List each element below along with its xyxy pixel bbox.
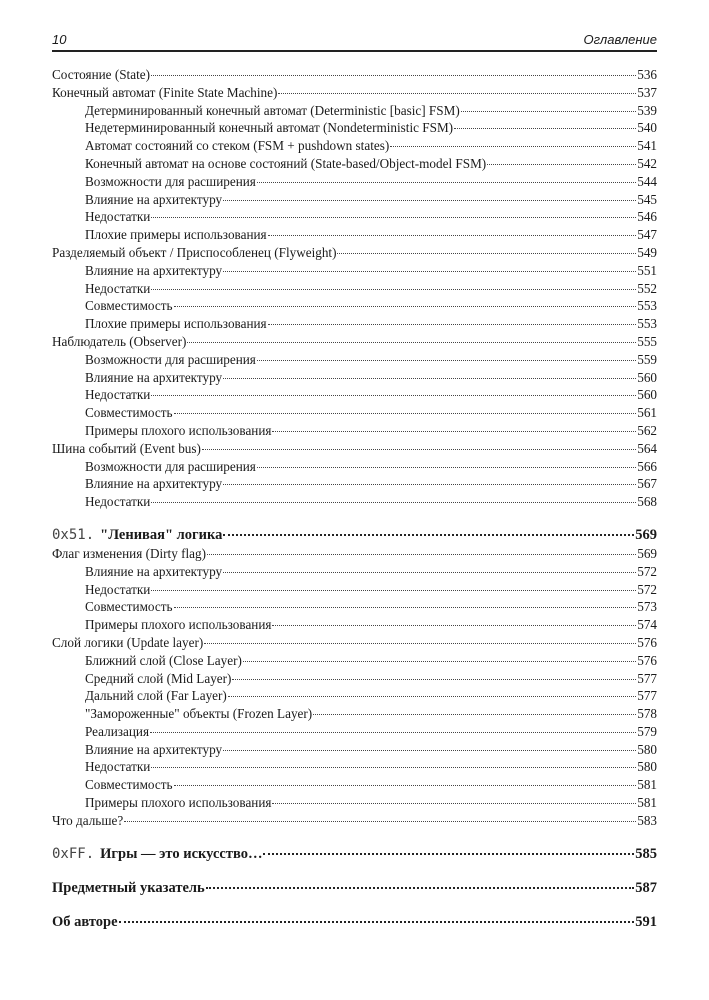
entry-page-number: 545 — [637, 191, 657, 207]
entry-page-number: 553 — [637, 298, 657, 314]
toc-subentry[interactable] — [52, 616, 657, 634]
entry-title: Конечный автомат на основе состояний (State-based/Object-model FSM) — [85, 155, 487, 171]
toc-subentry[interactable] — [52, 369, 657, 387]
entry-page-number: 577 — [637, 670, 657, 686]
dot-leader — [174, 413, 637, 414]
toc-entry[interactable] — [52, 440, 657, 458]
entry-page-number: 552 — [637, 280, 657, 296]
entry-title: Дальний слой (Far Layer) — [85, 688, 227, 704]
chapter-code: 0x51. — [52, 526, 95, 543]
dot-leader — [174, 785, 637, 786]
toc-subentry[interactable] — [52, 208, 657, 226]
toc-subentry[interactable] — [52, 794, 657, 812]
entry-title: Возможности для расширения — [85, 173, 256, 189]
entry-page-number: 583 — [637, 812, 657, 828]
entry-title: Влияние на архитектуру — [85, 191, 223, 207]
dot-leader — [263, 853, 634, 855]
entry-title: Предметный указатель — [52, 879, 205, 896]
dot-leader — [174, 306, 637, 307]
entry-title: Совместимость — [85, 298, 173, 314]
toc-subentry[interactable] — [52, 386, 657, 404]
dot-leader — [278, 93, 636, 94]
entry-page-number: 537 — [637, 84, 657, 100]
entry-title: Игры — это искусство… — [100, 845, 263, 862]
dot-leader — [232, 679, 636, 680]
entry-page-number: 587 — [635, 879, 657, 896]
dot-leader — [174, 607, 637, 608]
entry-title: Недостатки — [85, 209, 151, 225]
dot-leader — [243, 661, 636, 662]
toc-subentry[interactable] — [52, 458, 657, 476]
dot-leader — [461, 111, 637, 112]
toc-subentry[interactable] — [52, 741, 657, 759]
toc-subentry[interactable] — [52, 475, 657, 493]
entry-title: Возможности для расширения — [85, 458, 256, 474]
dot-leader — [223, 534, 634, 536]
entry-page-number: 546 — [637, 209, 657, 225]
entry-page-number: 541 — [637, 138, 657, 154]
entry-page-number: 549 — [637, 244, 657, 260]
entry-title: Шина событий (Event bus) — [52, 440, 201, 456]
entry-page-number: 572 — [637, 581, 657, 597]
entry-title: "Ленивая" логика — [100, 526, 223, 543]
entry-page-number: 566 — [637, 458, 657, 474]
dot-leader — [151, 217, 636, 218]
toc-subentry[interactable] — [52, 315, 657, 333]
dot-leader — [257, 360, 636, 361]
dot-leader — [272, 803, 636, 804]
toc-subentry[interactable] — [52, 351, 657, 369]
entry-title: Плохие примеры использования — [85, 316, 267, 332]
dot-leader — [272, 625, 636, 626]
toc-subentry[interactable] — [52, 102, 657, 120]
toc-backmatter[interactable] — [52, 878, 657, 898]
dot-leader — [124, 821, 636, 822]
chapter-code: 0xFF. — [52, 845, 95, 862]
table-of-contents — [52, 66, 657, 932]
entry-page-number: 564 — [637, 440, 657, 456]
dot-leader — [268, 235, 637, 236]
entry-title: Примеры плохого использования — [85, 795, 272, 811]
entry-page-number: 576 — [637, 652, 657, 668]
toc-subentry[interactable] — [52, 493, 657, 511]
entry-page-number: 539 — [637, 102, 657, 118]
dot-leader — [223, 750, 636, 751]
dot-leader — [268, 324, 637, 325]
entry-page-number: 569 — [637, 545, 657, 561]
dot-leader — [151, 289, 636, 290]
toc-subentry[interactable] — [52, 262, 657, 280]
dot-leader — [272, 431, 636, 432]
entry-page-number: 542 — [637, 155, 657, 171]
entry-page-number: 560 — [637, 369, 657, 385]
entry-page-number: 574 — [637, 617, 657, 633]
entry-title: Влияние на архитектуру — [85, 262, 223, 278]
entry-page-number: 581 — [637, 777, 657, 793]
entry-page-number: 579 — [637, 723, 657, 739]
dot-leader — [223, 378, 636, 379]
entry-page-number: 585 — [635, 845, 657, 862]
entry-title: Флаг изменения (Dirty flag) — [52, 545, 206, 561]
entry-page-number: 540 — [637, 120, 657, 136]
toc-entry[interactable] — [52, 634, 657, 652]
dot-leader — [223, 572, 636, 573]
entry-page-number: 561 — [637, 405, 657, 421]
toc-subentry[interactable] — [52, 404, 657, 422]
toc-subentry[interactable] — [52, 191, 657, 209]
dot-leader — [150, 732, 636, 733]
entry-title: Влияние на архитектуру — [85, 369, 223, 385]
toc-subentry[interactable] — [52, 563, 657, 581]
dot-leader — [151, 590, 636, 591]
toc-subentry[interactable] — [52, 173, 657, 191]
entry-title: Недостатки — [85, 387, 151, 403]
dot-leader — [313, 714, 636, 715]
entry-page-number: 551 — [637, 262, 657, 278]
dot-leader — [206, 887, 635, 889]
entry-title: Об авторе — [52, 913, 118, 930]
toc-subentry[interactable] — [52, 723, 657, 741]
entry-title: Наблюдатель (Observer) — [52, 333, 187, 349]
toc-subentry[interactable] — [52, 758, 657, 776]
entry-title: Совместимость — [85, 777, 173, 793]
entry-page-number: 567 — [637, 476, 657, 492]
entry-title: Примеры плохого использования — [85, 422, 272, 438]
toc-entry[interactable] — [52, 84, 657, 102]
toc-entry[interactable] — [52, 66, 657, 84]
toc-subentry[interactable] — [52, 581, 657, 599]
dot-leader — [151, 395, 636, 396]
entry-title: Примеры плохого использования — [85, 617, 272, 633]
entry-page-number: 555 — [637, 333, 657, 349]
entry-page-number: 560 — [637, 387, 657, 403]
entry-page-number: 547 — [637, 227, 657, 243]
entry-title: Недетерминированный конечный автомат (Nondeterministic FSM) — [85, 120, 454, 136]
dot-leader — [390, 146, 636, 147]
entry-page-number: 576 — [637, 634, 657, 650]
entry-page-number: 591 — [635, 913, 657, 930]
dot-leader — [223, 271, 636, 272]
entry-title: Недостатки — [85, 280, 151, 296]
entry-title: Ближний слой (Close Layer) — [85, 652, 242, 668]
toc-entry[interactable] — [52, 812, 657, 830]
entry-title: Слой логики (Update layer) — [52, 634, 204, 650]
entry-title: Влияние на архитектуру — [85, 476, 223, 492]
toc-subentry[interactable] — [52, 652, 657, 670]
entry-page-number: 562 — [637, 422, 657, 438]
entry-page-number: 536 — [637, 67, 657, 82]
entry-title: "Замороженные" объекты (Frozen Layer) — [85, 706, 313, 722]
entry-page-number: 559 — [637, 351, 657, 367]
running-header — [52, 30, 657, 52]
toc-subentry[interactable] — [52, 119, 657, 137]
entry-page-number: 577 — [637, 688, 657, 704]
dot-leader — [487, 164, 636, 165]
dot-leader — [151, 75, 636, 76]
dot-leader — [151, 767, 636, 768]
toc-subentry[interactable] — [52, 297, 657, 315]
entry-title: Влияние на архитектуру — [85, 563, 223, 579]
entry-title: Недостатки — [85, 759, 151, 775]
entry-page-number: 573 — [637, 599, 657, 615]
dot-leader — [257, 467, 636, 468]
entry-title: Средний слой (Mid Layer) — [85, 670, 232, 686]
entry-title: Реализация — [85, 723, 150, 739]
toc-subentry[interactable] — [52, 670, 657, 688]
toc-subentry[interactable] — [52, 226, 657, 244]
toc-subentry[interactable] — [52, 280, 657, 298]
dot-leader — [151, 502, 636, 503]
entry-page-number: 578 — [637, 706, 657, 722]
entry-page-number: 580 — [637, 759, 657, 775]
dot-leader — [202, 449, 636, 450]
entry-page-number: 569 — [635, 526, 657, 543]
toc-entry[interactable] — [52, 333, 657, 351]
entry-title: Разделяемый объект / Приспособленец (Flyweight) — [52, 244, 337, 260]
toc-chapter[interactable] — [52, 525, 657, 545]
section-title: Оглавление — [583, 32, 657, 47]
entry-title: Детерминированный конечный автомат (Deterministic [basic] FSM) — [85, 102, 460, 118]
dot-leader — [228, 696, 636, 697]
entry-page-number: 581 — [637, 795, 657, 811]
entry-page-number: 553 — [637, 316, 657, 332]
dot-leader — [223, 484, 636, 485]
toc-subentry[interactable] — [52, 155, 657, 173]
entry-title: Состояние (State) — [52, 67, 150, 82]
dot-leader — [337, 253, 636, 254]
toc-subentry[interactable] — [52, 422, 657, 440]
entry-title: Влияние на архитектуру — [85, 741, 223, 757]
toc-subentry[interactable] — [52, 687, 657, 705]
toc-entry[interactable] — [52, 545, 657, 563]
dot-leader — [223, 200, 636, 201]
entry-page-number: 568 — [637, 494, 657, 510]
entry-title: Совместимость — [85, 405, 173, 421]
entry-title: Недостатки — [85, 494, 151, 510]
entry-title: Совместимость — [85, 599, 173, 615]
dot-leader — [119, 921, 635, 923]
entry-title: Плохие примеры использования — [85, 227, 267, 243]
toc-entry[interactable] — [52, 244, 657, 262]
entry-title: Что дальше? — [52, 812, 124, 828]
entry-title: Возможности для расширения — [85, 351, 256, 367]
toc-subentry[interactable] — [52, 137, 657, 155]
entry-title: Автомат состояний со стеком (FSM + pushdown states) — [85, 138, 390, 154]
dot-leader — [187, 342, 636, 343]
entry-title: Недостатки — [85, 581, 151, 597]
toc-subentry[interactable] — [52, 776, 657, 794]
dot-leader — [204, 643, 636, 644]
dot-leader — [257, 182, 636, 183]
dot-leader — [454, 128, 636, 129]
entry-page-number: 544 — [637, 173, 657, 189]
dot-leader — [207, 554, 636, 555]
entry-title: Конечный автомат (Finite State Machine) — [52, 84, 278, 100]
toc-backmatter[interactable] — [52, 912, 657, 932]
page-number: 10 — [52, 32, 67, 47]
toc-subentry[interactable] — [52, 598, 657, 616]
toc-chapter[interactable] — [52, 844, 657, 864]
entry-page-number: 580 — [637, 741, 657, 757]
toc-subentry[interactable] — [52, 705, 657, 723]
entry-page-number: 572 — [637, 563, 657, 579]
